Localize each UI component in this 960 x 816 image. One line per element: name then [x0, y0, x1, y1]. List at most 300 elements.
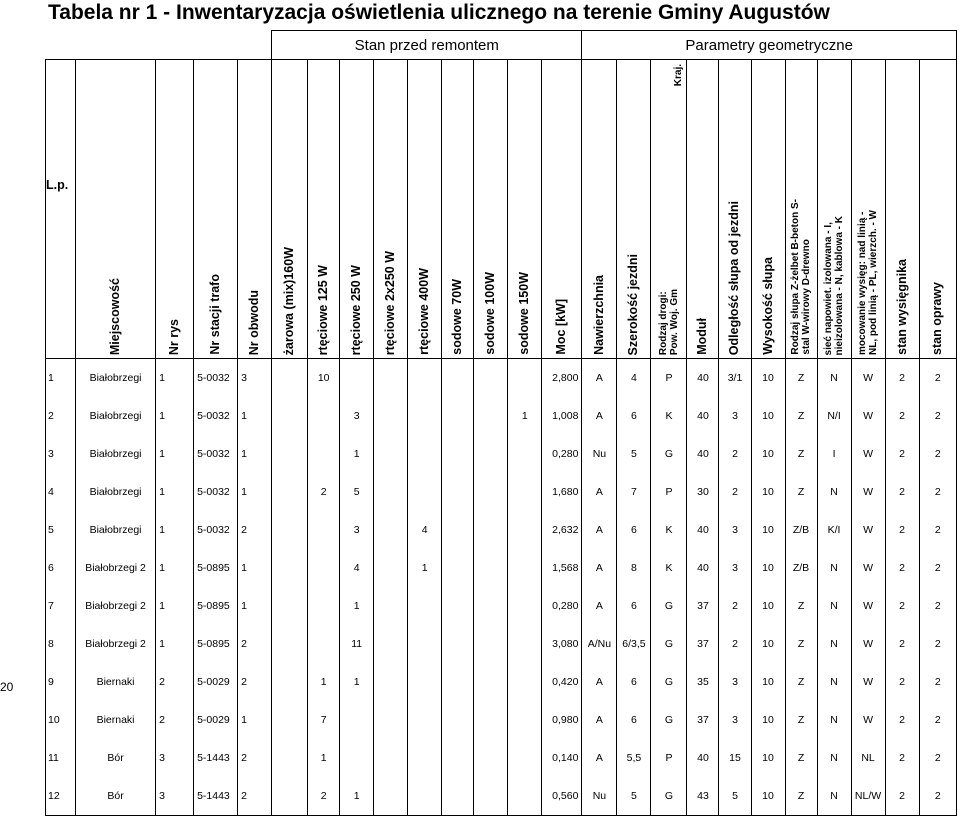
table-cell-rodzaj-drogi: G: [651, 663, 687, 701]
table-cell-lp: 11: [46, 739, 76, 777]
table-cell-zarowa: [272, 473, 308, 511]
table-cell-sod100: [474, 473, 508, 511]
table-cell-rt400: [408, 739, 442, 777]
column-header-sod70: [442, 60, 474, 359]
table-cell-sod150: [508, 359, 542, 398]
table-cell-siec: N: [817, 739, 851, 777]
table-row: [46, 701, 957, 739]
table-cell-rodzaj-slupa: Z: [785, 739, 817, 777]
table-cell-miejscowosc: Białobrzegi: [76, 359, 156, 398]
table-cell-lp: 2: [46, 397, 76, 435]
table-cell-stan-wysiegnika: 2: [885, 663, 919, 701]
table-cell-lp: 10: [46, 701, 76, 739]
table-cell-rt400: [408, 435, 442, 473]
table-cell-szerokosc: 5,5: [617, 739, 651, 777]
table-cell-szerokosc: 4: [617, 359, 651, 398]
table-cell-sod70: [442, 549, 474, 587]
table-cell-nawierzchnia: A: [582, 511, 617, 549]
column-header-nr-obwodu: [238, 60, 272, 359]
table-cell-rt250: 5: [340, 473, 374, 511]
table-cell-odleglosc: 3: [719, 549, 751, 587]
table-cell-siec: N: [817, 663, 851, 701]
table-cell-nr-stacji: 5-0032: [194, 359, 238, 398]
column-header-label: Rodzaj drogi: Pow. Woj. Gm: [657, 288, 680, 355]
table-cell-mocowanie: W: [851, 587, 885, 625]
column-header-sod150: [508, 60, 542, 359]
column-header-moc: [542, 60, 582, 359]
table-cell-nr-obwodu: 1: [238, 397, 272, 435]
table-row: [46, 435, 957, 473]
table-cell-odleglosc: 3/1: [719, 359, 751, 398]
table-cell-nr-obwodu: 2: [238, 511, 272, 549]
table-cell-zarowa: [272, 777, 308, 816]
table-cell-stan-oprawy: 2: [919, 473, 956, 511]
page-title: Tabela nr 1 - Inwentaryzacja oświetlenia ulicznego na terenie Gminy Augustów: [48, 1, 830, 24]
table-cell-nr-obwodu: 2: [238, 777, 272, 816]
table-cell-rt2x250: [374, 473, 408, 511]
table-cell-rt250: 3: [340, 397, 374, 435]
table-cell-rodzaj-slupa: Z: [785, 625, 817, 663]
column-header-label: mocowanie wysięg: nad linią - NL, pod linią - PL, wierzch. - W: [857, 210, 880, 355]
table-cell-sod70: [442, 701, 474, 739]
table-row: [46, 397, 957, 435]
table-cell-rodzaj-drogi: K: [651, 549, 687, 587]
table-cell-rodzaj-slupa: Z/B: [785, 549, 817, 587]
table-cell-stan-oprawy: 2: [919, 397, 956, 435]
table-cell-rt125: 10: [308, 359, 340, 398]
table-cell-stan-wysiegnika: 2: [885, 397, 919, 435]
table-cell-stan-oprawy: 2: [919, 625, 956, 663]
table-cell-nawierzchnia: Nu: [582, 777, 617, 816]
group-header-parametry: Parametry geometryczne: [582, 31, 957, 60]
table-cell-moc: 1,008: [542, 397, 582, 435]
table-cell-nr-stacji: 5-0032: [194, 397, 238, 435]
column-header-label: Wysokość słupa: [760, 257, 775, 355]
table-cell-sod100: [474, 625, 508, 663]
table-cell-wysokosc: 10: [751, 663, 785, 701]
table-cell-modul: 37: [687, 625, 719, 663]
table-cell-sod70: [442, 625, 474, 663]
table-cell-stan-wysiegnika: 2: [885, 625, 919, 663]
table-cell-sod70: [442, 663, 474, 701]
table-cell-stan-wysiegnika: 2: [885, 701, 919, 739]
table-cell-odleglosc: 3: [719, 397, 751, 435]
table-cell-nawierzchnia: A: [582, 473, 617, 511]
table-cell-sod100: [474, 359, 508, 398]
table-cell-zarowa: [272, 587, 308, 625]
table-cell-rt2x250: [374, 701, 408, 739]
table-cell-sod100: [474, 739, 508, 777]
inventory-table: [45, 30, 957, 816]
table-cell-rt2x250: [374, 663, 408, 701]
table-cell-moc: 1,680: [542, 473, 582, 511]
table-cell-rodzaj-drogi: P: [651, 739, 687, 777]
table-cell-rt2x250: [374, 587, 408, 625]
table-cell-rodzaj-drogi: K: [651, 511, 687, 549]
column-header-label: Rodzaj słupa Z-żelbet B-beton S- stal W-wirowy D-drewno: [790, 199, 813, 355]
column-header-sod100: [474, 60, 508, 359]
table-cell-rodzaj-drogi: K: [651, 397, 687, 435]
table-cell-nr-stacji: 5-0029: [194, 701, 238, 739]
table-cell-siec: N: [817, 587, 851, 625]
table-cell-rodzaj-drogi: G: [651, 701, 687, 739]
table-cell-zarowa: [272, 663, 308, 701]
column-header-nr-rys: [156, 60, 194, 359]
table-cell-nr-obwodu: 1: [238, 435, 272, 473]
table-cell-sod70: [442, 359, 474, 398]
column-header-label: stan wysięgnika: [894, 259, 909, 355]
table-cell-lp: 1: [46, 359, 76, 398]
table-cell-nawierzchnia: Nu: [582, 435, 617, 473]
table-cell-moc: 0,420: [542, 663, 582, 701]
table-cell-mocowanie: W: [851, 663, 885, 701]
table-cell-nawierzchnia: A: [582, 663, 617, 701]
table-cell-sod150: [508, 473, 542, 511]
table-cell-rt125: [308, 511, 340, 549]
table-cell-nr-rys: 2: [156, 701, 194, 739]
table-cell-szerokosc: 6: [617, 587, 651, 625]
table-cell-moc: 0,140: [542, 739, 582, 777]
table-cell-sod70: [442, 739, 474, 777]
column-header-label: Nr rys: [167, 318, 182, 355]
table-cell-rt125: [308, 549, 340, 587]
table-cell-szerokosc: 6: [617, 701, 651, 739]
table-cell-stan-oprawy: 2: [919, 549, 956, 587]
table-cell-szerokosc: 7: [617, 473, 651, 511]
table-cell-odleglosc: 2: [719, 473, 751, 511]
table-cell-odleglosc: 3: [719, 701, 751, 739]
table-row: [46, 587, 957, 625]
column-header-label: sodowe 150W: [517, 272, 532, 355]
table-cell-rt250: 1: [340, 777, 374, 816]
table-cell-nr-rys: 1: [156, 587, 194, 625]
table-cell-rt400: [408, 625, 442, 663]
table-cell-miejscowosc: Białobrzegi: [76, 435, 156, 473]
table-cell-nr-rys: 3: [156, 777, 194, 816]
table-cell-nr-rys: 1: [156, 511, 194, 549]
table-cell-sod100: [474, 777, 508, 816]
column-header-label: rtęciowe 250 W: [349, 264, 364, 355]
table-cell-zarowa: [272, 549, 308, 587]
table-cell-moc: 0,280: [542, 435, 582, 473]
table-cell-nr-stacji: 5-0895: [194, 549, 238, 587]
table-cell-zarowa: [272, 397, 308, 435]
column-header-nawierzchnia: [582, 60, 617, 359]
column-header-label: sieć napowiet. izolowana - I, nieizolowana - N, kablowa - K: [823, 215, 846, 355]
table-cell-stan-oprawy: 2: [919, 359, 956, 398]
table-cell-miejscowosc: Biernaki: [76, 701, 156, 739]
table-cell-nr-stacji: 5-1443: [194, 739, 238, 777]
column-header-rodzaj-drogi: [651, 60, 687, 359]
column-header-label: Szerokość jezdni: [626, 253, 641, 355]
table-cell-rodzaj-slupa: Z: [785, 777, 817, 816]
table-cell-nawierzchnia: A: [582, 359, 617, 398]
column-header-label: stan oprawy: [930, 282, 945, 355]
table-cell-modul: 30: [687, 473, 719, 511]
table-cell-stan-oprawy: 2: [919, 511, 956, 549]
table-cell-nr-rys: 1: [156, 473, 194, 511]
table-cell-wysokosc: 10: [751, 473, 785, 511]
table-cell-modul: 37: [687, 587, 719, 625]
table-cell-odleglosc: 3: [719, 663, 751, 701]
table-cell-szerokosc: 6/3,5: [617, 625, 651, 663]
table-cell-modul: 40: [687, 549, 719, 587]
column-header-label: L.p.: [46, 178, 69, 192]
table-cell-stan-wysiegnika: 2: [885, 359, 919, 398]
table-cell-rt250: [340, 359, 374, 398]
table-cell-rodzaj-slupa: Z/B: [785, 511, 817, 549]
table-cell-rt125: [308, 625, 340, 663]
table-cell-nawierzchnia: A: [582, 739, 617, 777]
table-cell-wysokosc: 10: [751, 549, 785, 587]
table-cell-rt250: 4: [340, 549, 374, 587]
table-cell-nr-rys: 2: [156, 663, 194, 701]
table-cell-rt400: 4: [408, 511, 442, 549]
column-header-label: sodowe 100W: [483, 272, 498, 355]
table-cell-stan-wysiegnika: 2: [885, 511, 919, 549]
table-row: [46, 663, 957, 701]
table-cell-rt2x250: [374, 359, 408, 398]
table-cell-miejscowosc: Biernaki: [76, 663, 156, 701]
column-header-stan-oprawy: [919, 60, 956, 359]
table-cell-rt400: [408, 359, 442, 398]
table-cell-lp: 12: [46, 777, 76, 816]
table-cell-miejscowosc: Białobrzegi: [76, 397, 156, 435]
table-body: [46, 359, 957, 816]
table-cell-rodzaj-drogi: P: [651, 359, 687, 398]
table-cell-modul: 43: [687, 777, 719, 816]
table-cell-nawierzchnia: A: [582, 549, 617, 587]
table-cell-nr-stacji: 5-0895: [194, 587, 238, 625]
table-cell-sod150: [508, 739, 542, 777]
column-header-label: rtęciowe 400W: [417, 268, 432, 355]
group-header-stan: Stan przed remontem: [272, 31, 582, 60]
table-cell-rt250: 1: [340, 435, 374, 473]
table-cell-rodzaj-drogi: G: [651, 777, 687, 816]
column-header-zarowa: [272, 60, 308, 359]
table-row: [46, 549, 957, 587]
table-cell-zarowa: [272, 511, 308, 549]
table-cell-sod150: 1: [508, 397, 542, 435]
table-cell-lp: 4: [46, 473, 76, 511]
table-row: [46, 739, 957, 777]
table-cell-rt250: 1: [340, 663, 374, 701]
table-cell-nr-stacji: 5-0032: [194, 473, 238, 511]
table-cell-nr-rys: 1: [156, 397, 194, 435]
table-cell-szerokosc: 6: [617, 511, 651, 549]
column-header-odleglosc: [719, 60, 751, 359]
table-cell-nr-obwodu: 1: [238, 587, 272, 625]
table-cell-modul: 40: [687, 359, 719, 398]
table-cell-lp: 8: [46, 625, 76, 663]
table-cell-modul: 40: [687, 397, 719, 435]
column-header-extra: Kraj.: [673, 64, 685, 87]
table-cell-stan-oprawy: 2: [919, 777, 956, 816]
table-cell-nawierzchnia: A/Nu: [582, 625, 617, 663]
table-cell-rt400: 1: [408, 549, 442, 587]
column-header-szerokosc: [617, 60, 651, 359]
table-cell-nr-obwodu: 2: [238, 739, 272, 777]
table-cell-sod70: [442, 435, 474, 473]
column-header-label: Odległość słupa od jezdni: [727, 200, 742, 355]
table-cell-miejscowosc: Białobrzegi 2: [76, 587, 156, 625]
page-number: 20: [0, 680, 14, 694]
column-header-rodzaj-slupa: [785, 60, 817, 359]
table-cell-nawierzchnia: A: [582, 701, 617, 739]
table-cell-siec: K/I: [817, 511, 851, 549]
table-cell-moc: 3,080: [542, 625, 582, 663]
table-cell-odleglosc: 2: [719, 625, 751, 663]
table-row: [46, 473, 957, 511]
table-cell-rt250: [340, 739, 374, 777]
table-cell-rt2x250: [374, 549, 408, 587]
table-cell-moc: 0,980: [542, 701, 582, 739]
table-cell-stan-oprawy: 2: [919, 435, 956, 473]
table-cell-wysokosc: 10: [751, 625, 785, 663]
table-cell-rodzaj-drogi: G: [651, 435, 687, 473]
table-cell-stan-oprawy: 2: [919, 739, 956, 777]
table-cell-siec: N/I: [817, 397, 851, 435]
table-cell-lp: 7: [46, 587, 76, 625]
table-cell-wysokosc: 10: [751, 359, 785, 398]
table-cell-rt2x250: [374, 625, 408, 663]
table-cell-rt250: 1: [340, 587, 374, 625]
table-cell-stan-wysiegnika: 2: [885, 549, 919, 587]
table-cell-rt250: 3: [340, 511, 374, 549]
table-cell-wysokosc: 10: [751, 777, 785, 816]
column-header-row: [46, 60, 957, 359]
table-cell-rodzaj-drogi: G: [651, 587, 687, 625]
table-cell-stan-wysiegnika: 2: [885, 587, 919, 625]
group-header-blank: [46, 31, 272, 60]
table-cell-siec: I: [817, 435, 851, 473]
table-cell-rt2x250: [374, 739, 408, 777]
table-cell-sod70: [442, 587, 474, 625]
table-cell-rt125: 1: [308, 739, 340, 777]
table-cell-lp: 6: [46, 549, 76, 587]
table-cell-mocowanie: W: [851, 397, 885, 435]
table-cell-wysokosc: 10: [751, 397, 785, 435]
table-cell-siec: N: [817, 359, 851, 398]
table-cell-nr-stacji: 5-0029: [194, 663, 238, 701]
table-cell-miejscowosc: Białobrzegi 2: [76, 625, 156, 663]
table-cell-miejscowosc: Bór: [76, 777, 156, 816]
table-cell-sod70: [442, 473, 474, 511]
column-header-modul: [687, 60, 719, 359]
table-cell-nr-rys: 1: [156, 359, 194, 398]
column-header-wysokosc: [751, 60, 785, 359]
table-cell-rt125: 1: [308, 663, 340, 701]
table-cell-rt125: [308, 435, 340, 473]
table-cell-sod150: [508, 663, 542, 701]
table-cell-sod100: [474, 587, 508, 625]
column-header-label: Nr stacji trafo: [208, 274, 223, 355]
column-header-rt400: [408, 60, 442, 359]
table-cell-stan-wysiegnika: 2: [885, 435, 919, 473]
table-cell-nr-stacji: 5-0032: [194, 435, 238, 473]
table-cell-rodzaj-slupa: Z: [785, 397, 817, 435]
table-cell-zarowa: [272, 359, 308, 398]
table-cell-sod150: [508, 587, 542, 625]
table-cell-rt400: [408, 473, 442, 511]
column-header-lp: [46, 60, 76, 359]
table-cell-odleglosc: 3: [719, 511, 751, 549]
table-cell-rt2x250: [374, 511, 408, 549]
table-cell-moc: 1,568: [542, 549, 582, 587]
table-cell-sod70: [442, 397, 474, 435]
table-cell-rt400: [408, 701, 442, 739]
table-cell-siec: N: [817, 549, 851, 587]
table-cell-nr-obwodu: 2: [238, 625, 272, 663]
column-header-mocowanie: [851, 60, 885, 359]
column-header-label: Moduł: [695, 318, 710, 355]
table-row: [46, 625, 957, 663]
table-cell-modul: 40: [687, 511, 719, 549]
table-cell-rodzaj-slupa: Z: [785, 701, 817, 739]
table-cell-sod150: [508, 625, 542, 663]
table-cell-moc: 0,280: [542, 587, 582, 625]
table-cell-nr-rys: 1: [156, 625, 194, 663]
table-cell-sod100: [474, 701, 508, 739]
table-cell-mocowanie: NL/W: [851, 777, 885, 816]
table-cell-stan-oprawy: 2: [919, 663, 956, 701]
table-cell-lp: 3: [46, 435, 76, 473]
column-header-siec: [817, 60, 851, 359]
table-cell-nr-rys: 3: [156, 739, 194, 777]
table-cell-rt125: [308, 397, 340, 435]
table-cell-odleglosc: 5: [719, 777, 751, 816]
table-cell-sod100: [474, 511, 508, 549]
table-cell-nr-rys: 1: [156, 549, 194, 587]
table-cell-miejscowosc: Białobrzegi 2: [76, 549, 156, 587]
table-cell-zarowa: [272, 625, 308, 663]
table-cell-modul: 37: [687, 701, 719, 739]
table-cell-rodzaj-slupa: Z: [785, 435, 817, 473]
table-cell-rt400: [408, 587, 442, 625]
table-cell-sod150: [508, 701, 542, 739]
table-cell-nr-stacji: 5-0895: [194, 625, 238, 663]
table-cell-rodzaj-drogi: P: [651, 473, 687, 511]
column-header-stan-wysiegnika: [885, 60, 919, 359]
table-cell-zarowa: [272, 435, 308, 473]
table-cell-sod70: [442, 777, 474, 816]
column-header-miejscowosc: [76, 60, 156, 359]
table-cell-rt400: [408, 777, 442, 816]
table-cell-rodzaj-slupa: Z: [785, 359, 817, 398]
table-cell-miejscowosc: Białobrzegi: [76, 511, 156, 549]
column-header-label: Moc [kW]: [554, 299, 569, 355]
table-cell-wysokosc: 10: [751, 511, 785, 549]
table-cell-siec: N: [817, 701, 851, 739]
table-cell-sod100: [474, 663, 508, 701]
column-header-label: Miejscowość: [108, 277, 123, 355]
table-cell-odleglosc: 15: [719, 739, 751, 777]
table-cell-lp: 5: [46, 511, 76, 549]
column-header-label: rtęciowe 2x250 W: [383, 250, 398, 355]
table-cell-stan-wysiegnika: 2: [885, 777, 919, 816]
table-cell-siec: N: [817, 777, 851, 816]
table-cell-stan-oprawy: 2: [919, 701, 956, 739]
table-cell-miejscowosc: Bór: [76, 739, 156, 777]
table-cell-sod100: [474, 435, 508, 473]
table-cell-miejscowosc: Białobrzegi: [76, 473, 156, 511]
table-cell-nawierzchnia: A: [582, 397, 617, 435]
table-row: [46, 359, 957, 398]
column-header-label: żarowa (mix)160W: [282, 246, 297, 355]
table-cell-modul: 40: [687, 435, 719, 473]
table-cell-sod150: [508, 777, 542, 816]
table-cell-stan-wysiegnika: 2: [885, 739, 919, 777]
